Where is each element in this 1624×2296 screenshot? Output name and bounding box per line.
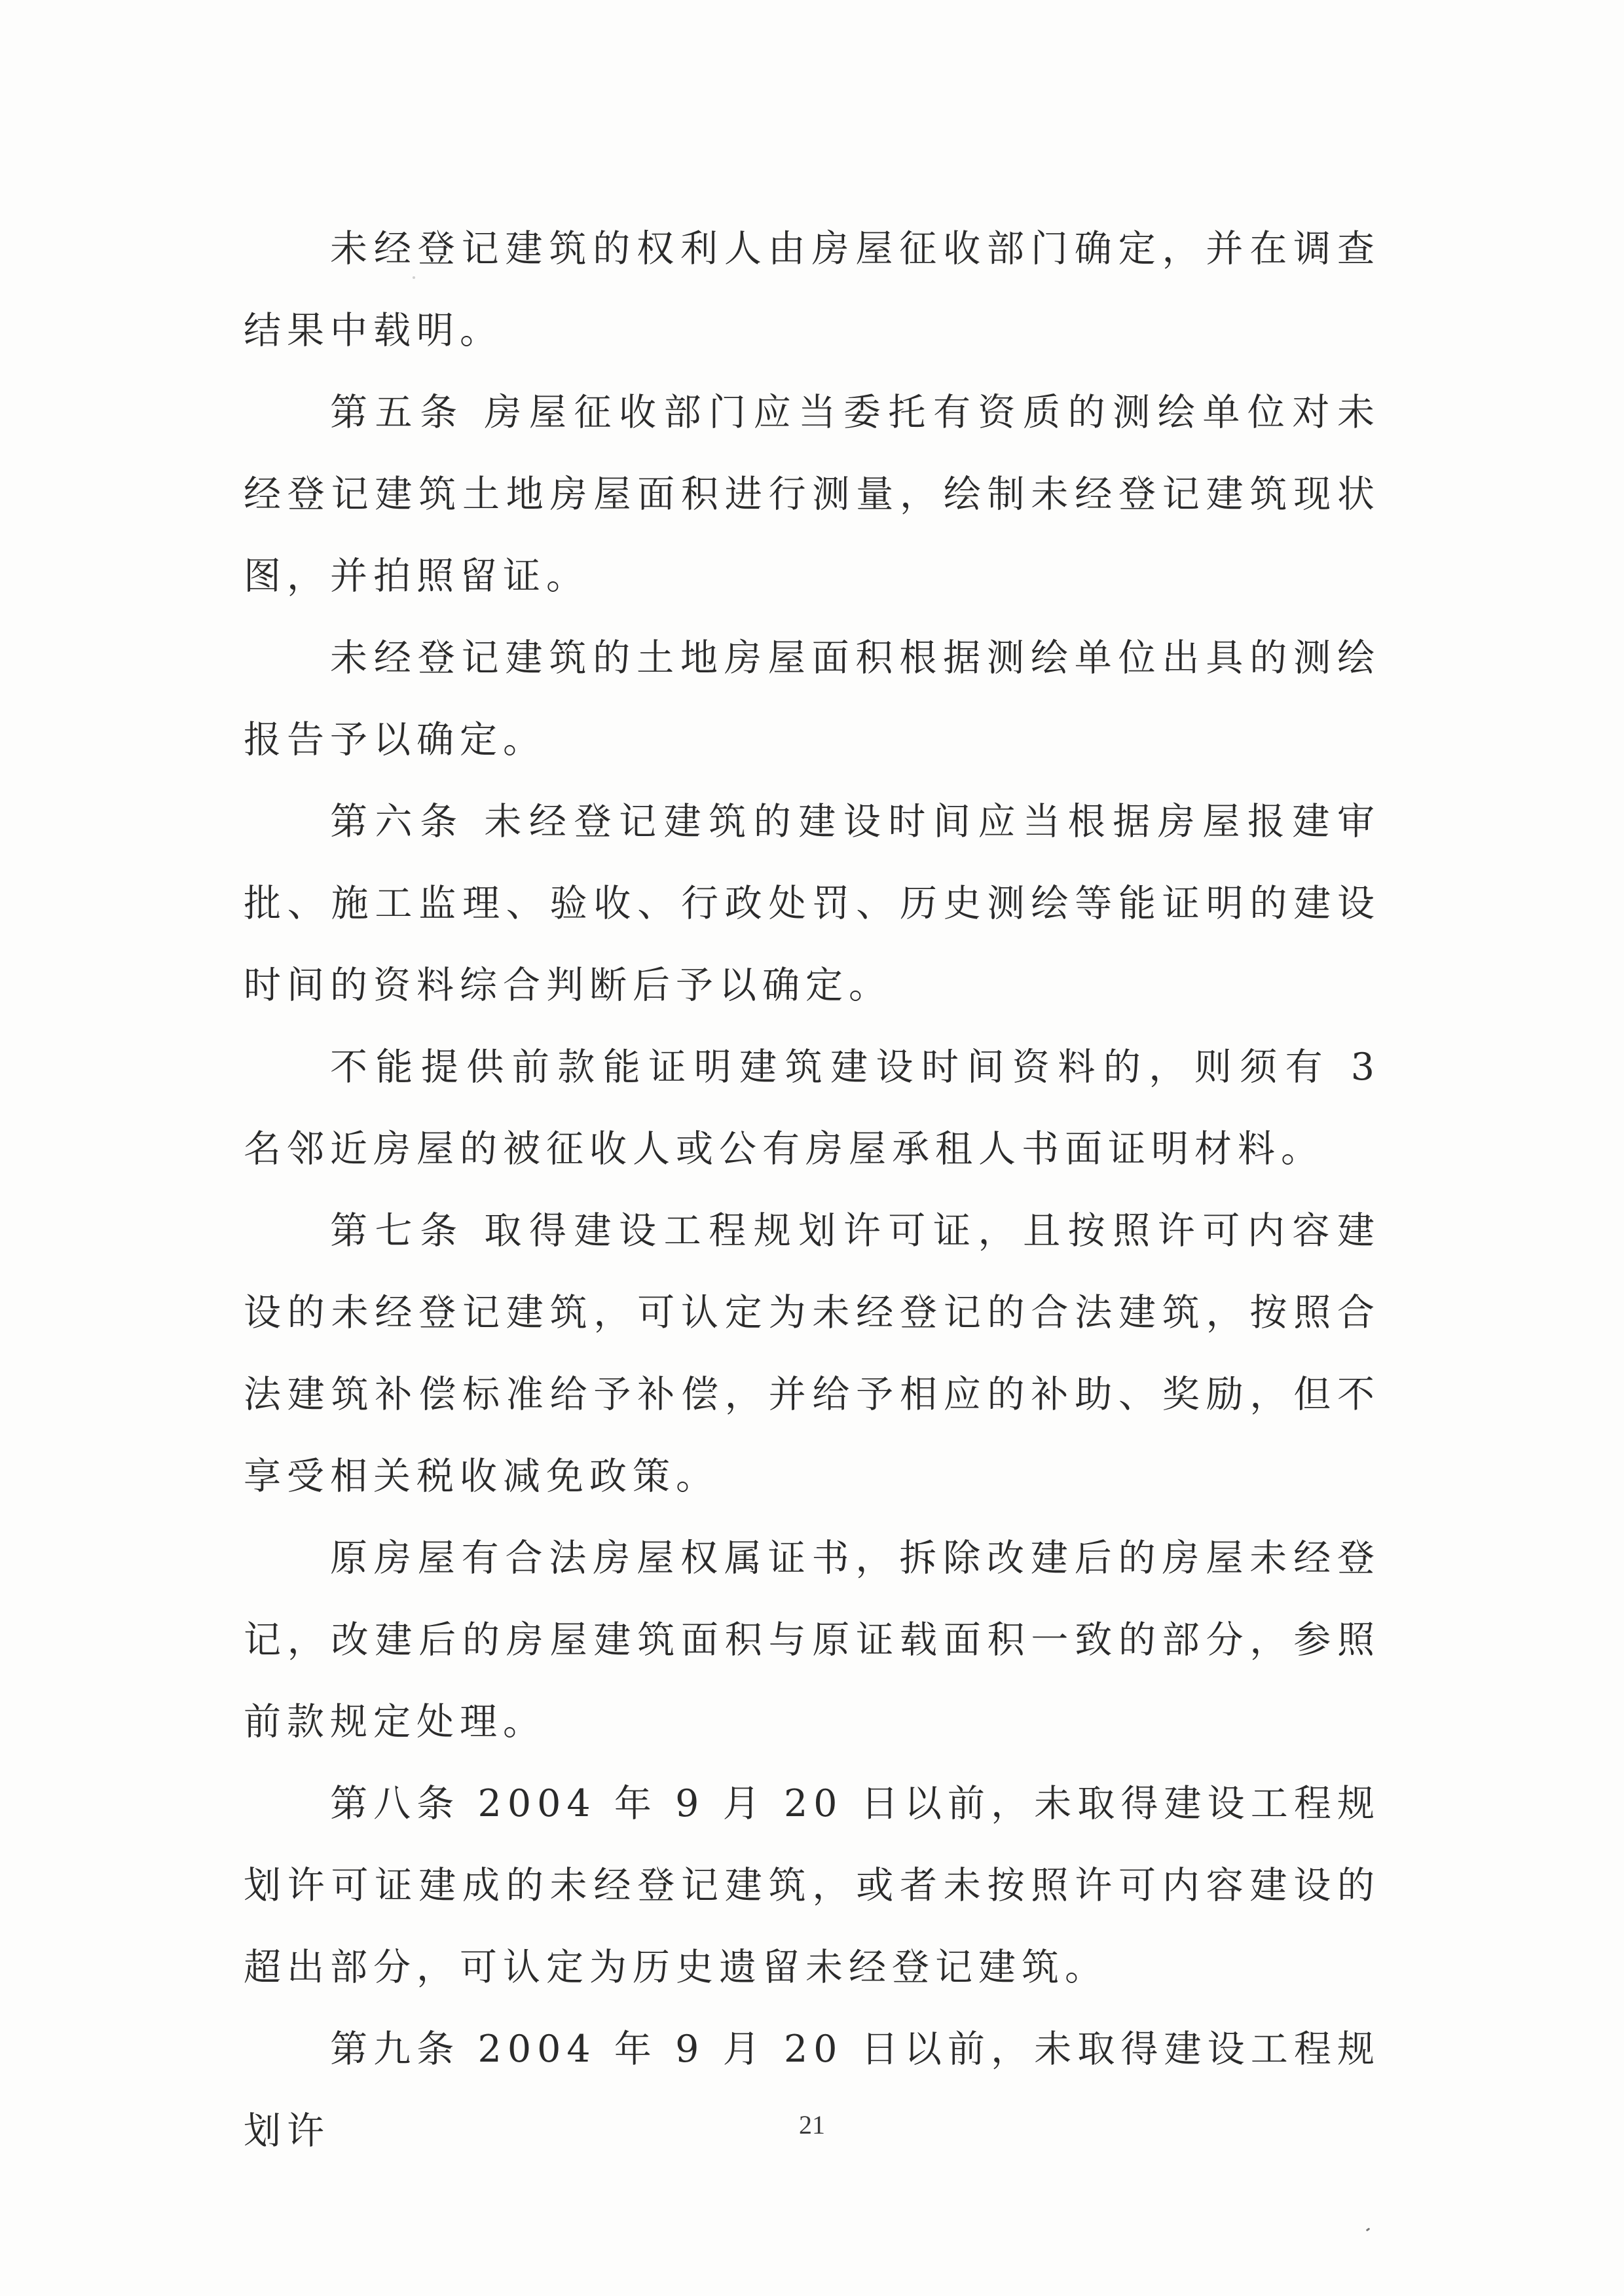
paragraph-rebuilt-house: 原房屋有合法房屋权属证书，拆除改建后的房屋未经登记，改建后的房屋建筑面积与原证载面积一致的部分，参照前款规定处理。	[244, 1537, 1380, 1743]
paragraph-rights-holder: 未经登记建筑的权利人由房屋征收部门确定，并在调查结果中载明。	[244, 227, 1380, 352]
paragraph-article-8: 第八条 2004 年 9 月 20 日以前，未取得建设工程规划许可证建成的未经登记建筑，或者未按照许可内容建设的超出部分，可认定为历史遗留未经登记建筑。	[244, 1782, 1380, 1989]
paragraph-article-9: 第九条 2004 年 9 月 20 日以前，未取得建设工程规划许	[244, 2028, 1380, 2153]
paragraph-article-6: 第六条 未经登记建筑的建设时间应当根据房屋报建审批、施工监理、验收、行政处罚、历史测绘等能证明的建设时间的资料综合判断后予以确定。	[244, 800, 1380, 1007]
paragraph-article-7: 第七条 取得建设工程规划许可证，且按照许可内容建设的未经登记建筑，可认定为未经登记的合法建筑，按照合法建筑补偿标准给予补偿，并给予相应的补助、奖励，但不享受相关税收减免政策。	[244, 1209, 1380, 1498]
document-body	[244, 208, 1380, 2172]
page-number: 21	[799, 2110, 825, 2140]
paragraph-article-5: 第五条 房屋征收部门应当委托有资质的测绘单位对未经登记建筑土地房屋面积进行测量，绘制未经登记建筑现状图，并拍照留证。	[244, 391, 1380, 598]
paragraph-witness-proof: 不能提供前款能证明建筑建设时间资料的，则须有 3 名邻近房屋的被征收人或公有房屋承租人书面证明材料。	[244, 1046, 1380, 1171]
scan-mark	[1366, 2228, 1371, 2232]
paragraph-area-determination: 未经登记建筑的土地房屋面积根据测绘单位出具的测绘报告予以确定。	[244, 636, 1380, 761]
